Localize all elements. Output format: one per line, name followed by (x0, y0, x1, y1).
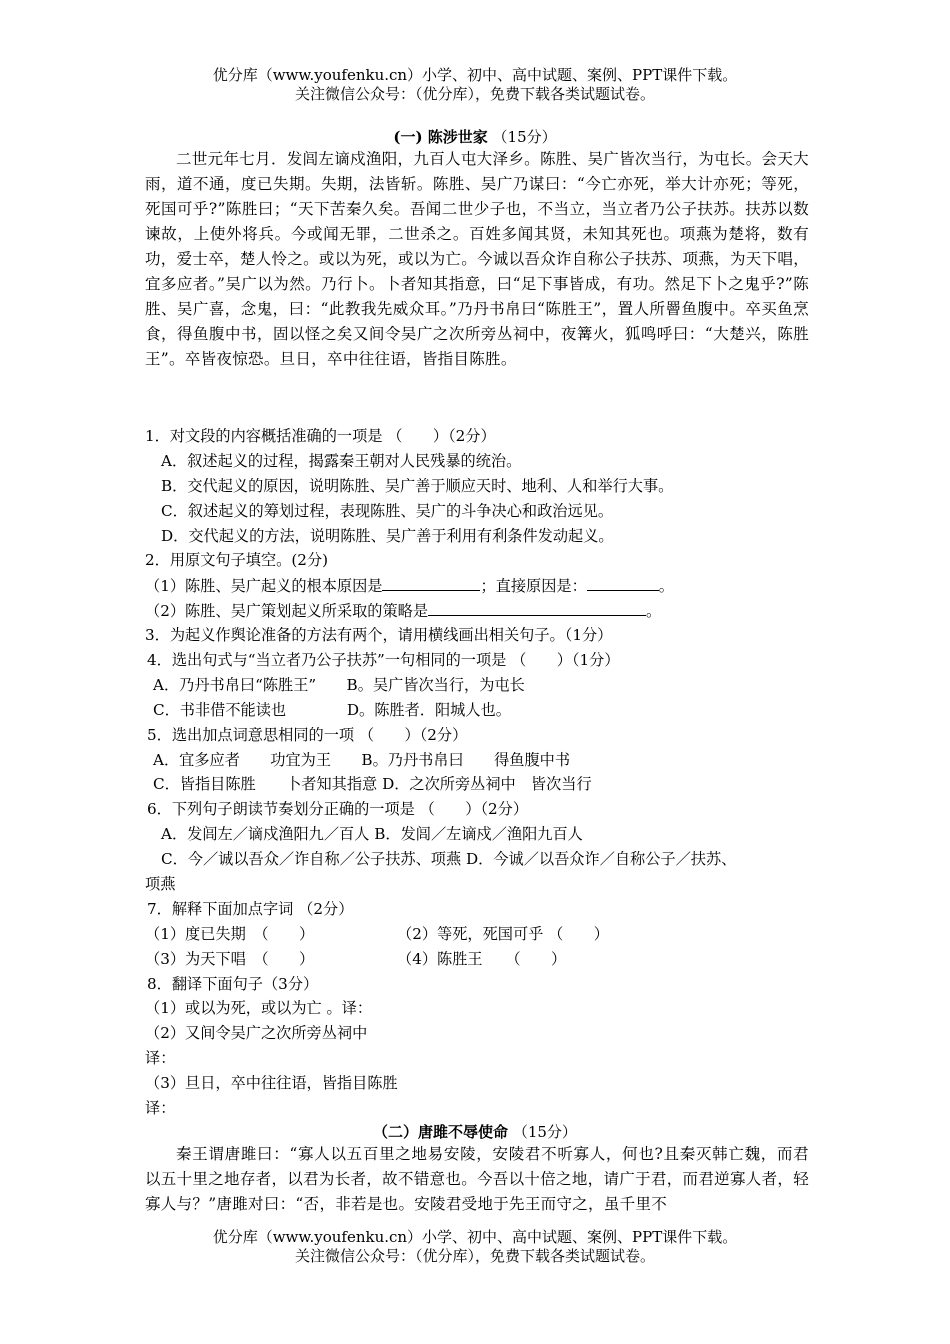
section1-passage: 二世元年七月．发闾左谪戍渔阳，九百人屯大泽乡。陈胜、吴广皆次当行，为屯长。会天大雨，道不通，度已失期。失期，法皆斩。陈胜、吴广乃谋曰：“今亡亦死，举大计亦死；等死，死国可乎?”陈胜曰；“天下苦秦久矣。吾闻二世少子也，不当立，当立者乃公子扶苏。扶苏以数谏故，上使外将兵。今或闻无罪，二世杀之。百姓多闻其贤，未知其死也。项燕为楚将，数有功，爱士卒，楚人怜之。或以为死，或以为亡。今诚以吾众诈自称公子扶苏、项燕，为天下唱，宜多应者。”吴广以为然。乃行卜。卜者知其指意，曰“足下事皆成，有功。然足下卜之鬼乎?”陈胜、吴广喜，念鬼，曰：“此教我先威众耳。”乃丹书帛曰“陈胜王”，置人所罾鱼腹中。卒买鱼烹食，得鱼腹中书，固以怪之矣又间令吴广之次所旁丛祠中，夜篝火，狐鸣呼曰：“大楚兴，陈胜王”。卒皆夜惊恐。旦日，卒中往往语，皆指目陈胜。 (145, 150, 809, 368)
section2-passage: 秦王谓唐雎曰：“寡人以五百里之地易安陵，安陵君不听寡人，何也?且秦灭韩亡魏，而君以五十里之地存者，以君为长者，故不错意也。今吾以十倍之地，请广于君，而君逆寡人者，轻寡人与？”唐雎对曰：“否，非若是也。安陵君受地于先王而守之，虽千里不 (145, 1145, 809, 1213)
footer-line-1: 优分库（www.youfenku.cn）小学、初中、高中试题、案例、PPT课件下载。 (212, 1228, 738, 1246)
question-5-options-cd: C．皆指目陈胜 卜者知其指意 D．之次所旁丛祠中 皆次当行 (153, 775, 592, 794)
question-6-options-ab: A．发闾左／谪戍渔阳九／百人 B．发闾／左谪戍／渔阳九百人 (161, 825, 583, 844)
section2-title-text: （二）唐雎不辱使命 (373, 1123, 509, 1141)
question-8: 8．翻译下面句子（3分） (147, 974, 319, 993)
question-2-item-2-text-a: （2）陈胜、吴广策划起义所采取的策略是 (145, 602, 429, 621)
question-6: 6．下列句子朗读节奏划分正确的一项是 （ ）（2分） (147, 800, 529, 819)
question-6-continuation: 项燕 (145, 875, 176, 894)
section1-title-text: (一) 陈涉世家 (393, 128, 488, 146)
question-1-option-b: B．交代起义的原因，说明陈胜、吴广善于顺应天时、地利、人和举行大事。 (161, 476, 674, 495)
page-footer (0, 1228, 950, 1266)
question-7-item-4: （4）陈胜王 （ ） (397, 949, 567, 968)
question-7-item-1: （1）度已失期 （ ） (145, 924, 315, 943)
section2-score: （15分） (512, 1123, 577, 1141)
question-1-option-d: D．交代起义的方法，说明陈胜、吴广善于利用有利条件发动起义。 (161, 526, 614, 545)
question-2-item-1-text-b: ；直接原因是： (480, 577, 587, 596)
question-8-item-2: （2）又间令吴广之次所旁丛祠中 (145, 1024, 368, 1043)
question-7-row-2 (145, 947, 815, 972)
question-7-row-1 (145, 922, 815, 947)
question-8-item-3-translation: 译： (145, 1099, 176, 1118)
question-1-option-c: C．叙述起义的筹划过程，表现陈胜、吴广的斗争决心和政治远见。 (161, 501, 614, 520)
section1-score: （15分） (492, 128, 557, 146)
questions-block (145, 424, 815, 1121)
question-4-options-cd: C．书非借不能读也 D。陈胜者．阳城人也。 (153, 700, 511, 719)
question-7: 7．解释下面加点字词 （2分） (147, 899, 354, 918)
question-5: 5．选出加点词意思相同的一项 （ ）（2分） (147, 725, 468, 744)
answer-blank-3[interactable] (428, 598, 646, 616)
question-6-options-cd: C．今／诚以吾众／诈自称／公子扶苏、项燕 D．今诚／以吾众诈／自称公子／扶苏、 (161, 850, 737, 869)
page-header (0, 66, 950, 104)
section1-title (0, 127, 950, 147)
answer-blank-2[interactable] (587, 573, 659, 591)
question-7-item-2: （2）等死，死国可乎 （ ） (397, 924, 609, 943)
question-8-item-3: （3）旦日，卒中往往语，皆指目陈胜 (145, 1074, 398, 1093)
question-8-item-2-translation: 译： (145, 1049, 176, 1068)
question-1-option-a: A．叙述起义的过程，揭露秦王朝对人民残暴的统治。 (161, 451, 522, 470)
section2-title (0, 1122, 950, 1142)
question-2-item-1-text-c: 。 (658, 577, 674, 596)
answer-blank-1[interactable] (382, 573, 480, 591)
question-5-options-ab: A．宜多应者 功宜为王 B。乃丹书帛曰 得鱼腹中书 (153, 750, 571, 769)
question-2-item-2 (145, 598, 815, 623)
question-4: 4．选出句式与“当立者乃公子扶苏”一句相同的一项是 （ ）（1分） (147, 651, 620, 670)
question-2-item-2-text-b: 。 (646, 602, 662, 621)
question-1: 1．对文段的内容概括准确的一项是 （ ）（2分） (145, 427, 496, 445)
question-2-item-1 (145, 573, 815, 598)
header-line-2: 关注微信公众号：（优分库），免费下载各类试题试卷。 (294, 85, 655, 103)
question-3: 3．为起义作舆论准备的方法有两个，请用横线画出相关句子。（1分） (145, 626, 613, 645)
footer-line-2: 关注微信公众号：（优分库），免费下载各类试题试卷。 (294, 1247, 655, 1265)
question-4-options-ab: A．乃丹书帛曰“陈胜王” B。吴广皆次当行，为屯长 (153, 675, 525, 694)
question-2: 2．用原文句子填空。(2分) (145, 551, 329, 570)
header-line-1: 优分库（www.youfenku.cn）小学、初中、高中试题、案例、PPT课件下载。 (212, 66, 738, 84)
question-8-item-1: （1）或以为死，或以为亡 。译： (145, 999, 373, 1018)
question-7-item-3: （3）为天下唱 （ ） (145, 949, 315, 968)
question-2-item-1-text-a: （1）陈胜、吴广起义的根本原因是 (145, 577, 383, 596)
